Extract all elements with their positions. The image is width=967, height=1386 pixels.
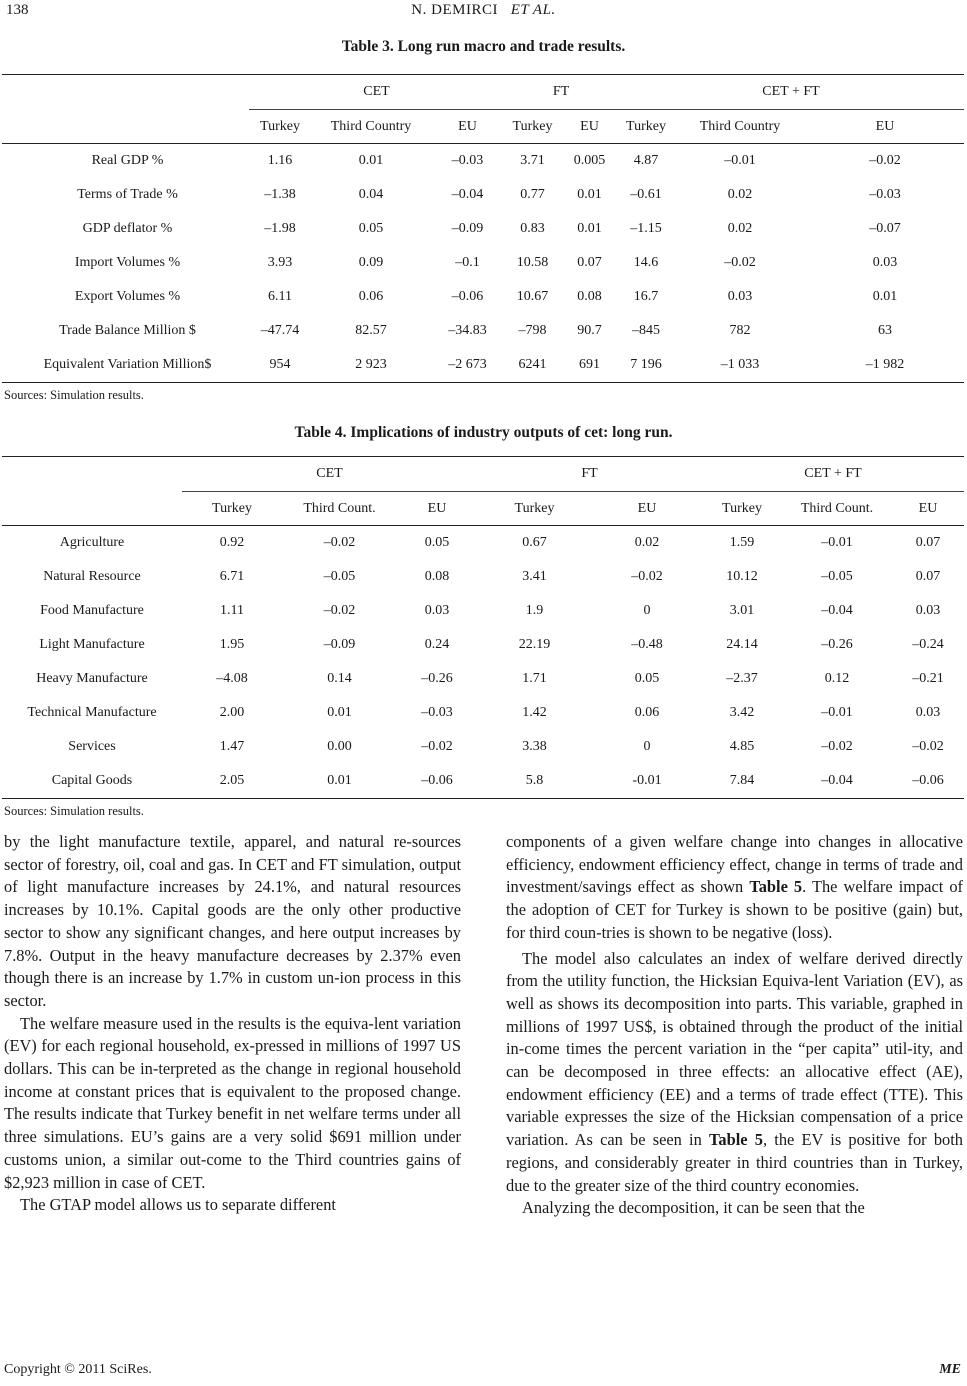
- table3-group-cet: CET: [249, 75, 504, 110]
- table-cell: 0.03: [915, 603, 941, 618]
- table4-subheader: Third Count.: [282, 492, 397, 526]
- table-cell: -0.01: [592, 764, 702, 799]
- table-cell: 14.6: [633, 255, 659, 270]
- table-cell: –0.09: [323, 637, 356, 652]
- table3-subheader-row: [2, 110, 964, 144]
- table-row: [2, 178, 964, 212]
- running-authors: [6, 2, 961, 19]
- table-cell: 0.12: [824, 671, 850, 686]
- table-cell: 3.42: [729, 705, 755, 720]
- table4-subheader: EU: [892, 492, 964, 526]
- table-cell: –0.02: [421, 739, 453, 754]
- table-cell: –0.04: [782, 764, 892, 799]
- table-cell: 0.77: [520, 187, 545, 202]
- table-cell: 7.84: [702, 764, 782, 799]
- table-cell: 2 923: [311, 348, 431, 383]
- table-cell: –0.48: [631, 637, 663, 652]
- paragraph: The welfare measure used in the results is the equiva-lent variation (EV) for each regional household, ex-pressed in millions of 1997 US dollars. This can be in-terpreted as the change in regional household income at constant prices that is equivalent to the proposed change. The results indicate that Turkey benefit in net welfare terms under all three simulations. EU’s gains are a very solid $691 million under customs union, a similar out-come to the Third countries gains of $2,923 million in case of CET.: [4, 1013, 461, 1192]
- row-label: Capital Goods: [2, 764, 182, 799]
- table-cell: 5.8: [477, 764, 592, 799]
- page-footer: [4, 1362, 961, 1378]
- table-row: [2, 764, 964, 799]
- authors-etal: ET AL.: [510, 2, 556, 18]
- paragraph: Analyzing the decomposition, it can be seen that the: [522, 1198, 865, 1218]
- table-cell: 0.03: [915, 705, 941, 720]
- table-cell: 0.02: [592, 526, 702, 561]
- table-cell: –0.06: [451, 289, 484, 304]
- table3-body: [2, 144, 964, 383]
- table-cell: 1.42: [522, 705, 547, 720]
- table-cell: 3.93: [267, 255, 293, 270]
- row-label: Food Manufacture: [40, 603, 144, 618]
- page-number: 138: [6, 2, 29, 18]
- table-cell: 0.01: [872, 289, 898, 304]
- row-label: Agriculture: [2, 526, 182, 561]
- table-cell: 0.02: [727, 221, 753, 236]
- table-cell: 2.05: [182, 764, 282, 799]
- table3-group-cetft: CET + FT: [618, 75, 964, 110]
- table-cell: –34.83: [448, 323, 487, 338]
- table-cell: 0.08: [577, 289, 602, 304]
- table-reference: Table 5: [749, 877, 803, 897]
- table-cell: 0.01: [577, 187, 602, 202]
- table-cell: –0.21: [912, 671, 944, 686]
- row-label: Real GDP %: [2, 144, 249, 179]
- table3-subheader: Third Country: [311, 110, 431, 144]
- table3-subheader: Third Country: [674, 110, 806, 144]
- table4-subheader: Turkey: [477, 492, 592, 526]
- table-cell: –0.05: [821, 569, 853, 584]
- table-cell: 0: [643, 739, 651, 754]
- table-cell: –0.02: [821, 739, 853, 754]
- body-column-right: [506, 831, 963, 1220]
- table-cell: 782: [729, 323, 751, 338]
- table-row: [2, 526, 964, 561]
- table-cell: –0.09: [451, 221, 484, 236]
- table-cell: –0.01: [674, 144, 806, 179]
- table-cell: –1 033: [674, 348, 806, 383]
- row-label: Equivalent Variation Million$: [2, 348, 249, 383]
- table-cell: 0.03: [424, 603, 450, 618]
- table-cell: 691: [561, 348, 618, 383]
- table-cell: –1.98: [264, 221, 296, 236]
- table-cell: 6.71: [219, 569, 245, 584]
- table-cell: 1.47: [219, 739, 245, 754]
- row-label: GDP deflator %: [82, 221, 173, 236]
- table-cell: 954: [249, 348, 311, 383]
- table-row: [2, 348, 964, 383]
- table4: [2, 456, 964, 799]
- table-cell: 1.71: [522, 671, 547, 686]
- table-cell: 0.92: [182, 526, 282, 561]
- table-cell: –0.04: [451, 187, 484, 202]
- table4-group-cet: CET: [182, 457, 477, 492]
- row-label: Services: [68, 739, 116, 754]
- table3-subheader: Turkey: [618, 110, 674, 144]
- table-cell: –0.02: [912, 739, 944, 754]
- table3-subheader: EU: [806, 110, 964, 144]
- table-cell: –0.04: [821, 603, 853, 618]
- table-cell: –2.37: [726, 671, 758, 686]
- table-cell: 0.24: [424, 637, 450, 652]
- table-cell: 0.03: [872, 255, 898, 270]
- table-cell: 2.00: [219, 705, 245, 720]
- paragraph: The GTAP model allows us to separate different: [20, 1195, 336, 1215]
- table-cell: 6241: [504, 348, 561, 383]
- table-cell: –0.02: [323, 603, 356, 618]
- table-cell: –0.06: [397, 764, 477, 799]
- row-label: Trade Balance Million $: [59, 323, 196, 338]
- table-cell: 90.7: [577, 323, 602, 338]
- table3-subheader: EU: [431, 110, 504, 144]
- table-cell: 3.38: [522, 739, 547, 754]
- table-cell: 0.07: [577, 255, 602, 270]
- table-cell: 0.14: [327, 671, 352, 686]
- table-cell: –0.61: [630, 187, 662, 202]
- row-label: Technical Manufacture: [27, 705, 157, 720]
- journal-abbrev: ME: [939, 1362, 961, 1377]
- table4-body: [2, 526, 964, 799]
- table-cell: 10.12: [726, 569, 758, 584]
- table-cell: –1 982: [806, 348, 964, 383]
- table-cell: –0.07: [869, 221, 901, 236]
- table-cell: 0.67: [477, 526, 592, 561]
- copyright: Copyright © 2011 SciRes.: [4, 1362, 152, 1377]
- table-cell: –4.08: [216, 671, 248, 686]
- table4-subheader: EU: [592, 492, 702, 526]
- table-cell: –0.02: [631, 569, 663, 584]
- table-cell: 0.02: [727, 187, 753, 202]
- table-cell: 1.9: [525, 603, 544, 618]
- row-label: Light Manufacture: [39, 637, 145, 652]
- table-cell: –0.06: [892, 764, 964, 799]
- table-cell: –0.01: [821, 705, 853, 720]
- row-label: Export Volumes %: [74, 289, 181, 304]
- table-cell: –0.01: [782, 526, 892, 561]
- table-row: [2, 212, 964, 246]
- table-cell: 10.67: [516, 289, 549, 304]
- table-reference: Table 5: [709, 1130, 763, 1150]
- table-cell: 0.01: [282, 764, 397, 799]
- table-cell: 3.01: [729, 603, 755, 618]
- table3-group-row: [2, 75, 964, 110]
- paragraph: by the light manufacture textile, apparel, and natural re-sources sector of forestry, oil, coal and gas. In CET and FT simulation, output of light manufacture increases by 24.1%, and natural resources increases by 10.1%. Capital goods are the only other productive sector to show any significant changes, and here output increases by 7.8%. Output in the heavy manufacture decreases by 2.37% even though there is an increase by 1.7% in custom un-ion process in this sector.: [4, 832, 461, 1010]
- table-cell: –0.02: [724, 255, 756, 270]
- table-cell: 3.41: [522, 569, 547, 584]
- table-cell: 0: [643, 603, 651, 618]
- table4-subheader: Turkey: [702, 492, 782, 526]
- table-cell: 0.08: [424, 569, 450, 584]
- table-cell: –0.03: [431, 144, 504, 179]
- table-cell: 1.59: [702, 526, 782, 561]
- table-cell: –0.02: [282, 526, 397, 561]
- table-cell: 0.01: [327, 705, 352, 720]
- table-cell: –2 673: [431, 348, 504, 383]
- row-label: Natural Resource: [43, 569, 141, 584]
- table3: [2, 74, 964, 383]
- table-cell: 4.85: [729, 739, 755, 754]
- table3-group-ft: FT: [504, 75, 618, 110]
- table4-subheader: Third Count.: [782, 492, 892, 526]
- table-cell: 0.04: [358, 187, 384, 202]
- row-label: Heavy Manufacture: [36, 671, 148, 686]
- table-row: [2, 696, 964, 730]
- table-cell: 6.11: [268, 289, 292, 304]
- table-row: [2, 628, 964, 662]
- table4-subheader: Turkey: [182, 492, 282, 526]
- table-cell: 7 196: [618, 348, 674, 383]
- table-cell: 0.01: [577, 221, 602, 236]
- row-label: Import Volumes %: [74, 255, 181, 270]
- table4-subheader: EU: [397, 492, 477, 526]
- table-cell: 3.71: [504, 144, 561, 179]
- table-cell: 0.07: [892, 526, 964, 561]
- table-row: [2, 662, 964, 696]
- table-cell: 0.05: [358, 221, 384, 236]
- table-cell: –0.05: [323, 569, 356, 584]
- table-cell: –0.26: [821, 637, 853, 652]
- table-cell: 0.00: [327, 739, 352, 754]
- table-cell: –1.15: [630, 221, 662, 236]
- table-cell: 16.7: [633, 289, 659, 304]
- table-cell: 0.07: [915, 569, 941, 584]
- table-cell: 0.01: [311, 144, 431, 179]
- table-cell: –845: [632, 323, 660, 338]
- table-cell: 0.005: [561, 144, 618, 179]
- table-row: [2, 280, 964, 314]
- table-cell: –798: [518, 323, 547, 338]
- table-cell: 24.14: [726, 637, 758, 652]
- table-cell: 0.05: [634, 671, 660, 686]
- table-row: [2, 314, 964, 348]
- table-row: [2, 560, 964, 594]
- table-cell: 0.06: [634, 705, 660, 720]
- table-cell: 82.57: [355, 323, 387, 338]
- table-cell: 0.05: [397, 526, 477, 561]
- row-label: Terms of Trade %: [77, 187, 178, 202]
- table-cell: –0.03: [421, 705, 453, 720]
- table-cell: –0.02: [806, 144, 964, 179]
- table-cell: 1.95: [219, 637, 245, 652]
- paragraph: components of a given welfare change into changes in allocative efficiency, endowment efficiency effect, change in terms of trade and investment/savings effect as shown Table 5. The welfare impact of the adoption of CET for Turkey is shown to be positive (gain) but, for third coun-tries is shown to be negative (loss).: [506, 832, 963, 942]
- table3-caption: Table 3. Long run macro and trade results.: [341, 38, 626, 55]
- table-cell: 1.11: [220, 603, 244, 618]
- table4-group-ft: FT: [477, 457, 702, 492]
- table-cell: –0.24: [912, 637, 944, 652]
- authors-main: N. DEMIRCI: [411, 2, 498, 18]
- table-cell: –0.26: [421, 671, 453, 686]
- table-row: [2, 594, 964, 628]
- paragraph: The model also calculates an index of welfare derived directly from the utility function, the Hicksian Equiva-lent Variation (EV), as well as shows its decomposition into parts. This variable, graphed in millions of 1997 US$, is obtained through the product of the initial in-come times the percent variation in the “per capita” util-ity, and can be decomposed in three effects: an allocative effect (AE), endowment efficiency (EE) and a terms of trade effect (TTE). This variable expresses the size of the Hicksian compensation of a price variation. As can be seen in Table 5, the EV is positive for both regions, and considerably greater in third countries than in Turkey, due to the greater size of the third country economies.: [506, 948, 963, 1195]
- table4-source: Sources: Simulation results.: [4, 804, 144, 818]
- table-cell: –47.74: [260, 323, 300, 338]
- table-cell: 0.03: [727, 289, 753, 304]
- table-cell: 10.58: [516, 255, 549, 270]
- table3-subheader: Turkey: [249, 110, 311, 144]
- table-cell: 1.16: [249, 144, 311, 179]
- table-cell: 0.83: [520, 221, 545, 236]
- table-cell: –1.38: [264, 187, 296, 202]
- table4-caption: Table 4. Implications of industry outputs of cet: long run.: [294, 424, 673, 441]
- table-cell: 63: [878, 323, 892, 338]
- table-cell: 0.09: [358, 255, 384, 270]
- table-cell: 4.87: [618, 144, 674, 179]
- table-row: [2, 144, 964, 179]
- table-cell: 22.19: [518, 637, 551, 652]
- table4-subheader-row: [2, 492, 964, 526]
- table-row: [2, 246, 964, 280]
- table4-group-row: [2, 457, 964, 492]
- body-column-left: [4, 831, 461, 1217]
- table-cell: –0.1: [455, 255, 480, 270]
- table-cell: 0.06: [358, 289, 384, 304]
- table3-source: Sources: Simulation results.: [4, 388, 144, 402]
- table4-group-cetft: CET + FT: [702, 457, 964, 492]
- running-header: [6, 2, 961, 24]
- table-cell: –0.03: [869, 187, 901, 202]
- table-row: [2, 730, 964, 764]
- table3-subheader: EU: [561, 110, 618, 144]
- table3-subheader: Turkey: [504, 110, 561, 144]
